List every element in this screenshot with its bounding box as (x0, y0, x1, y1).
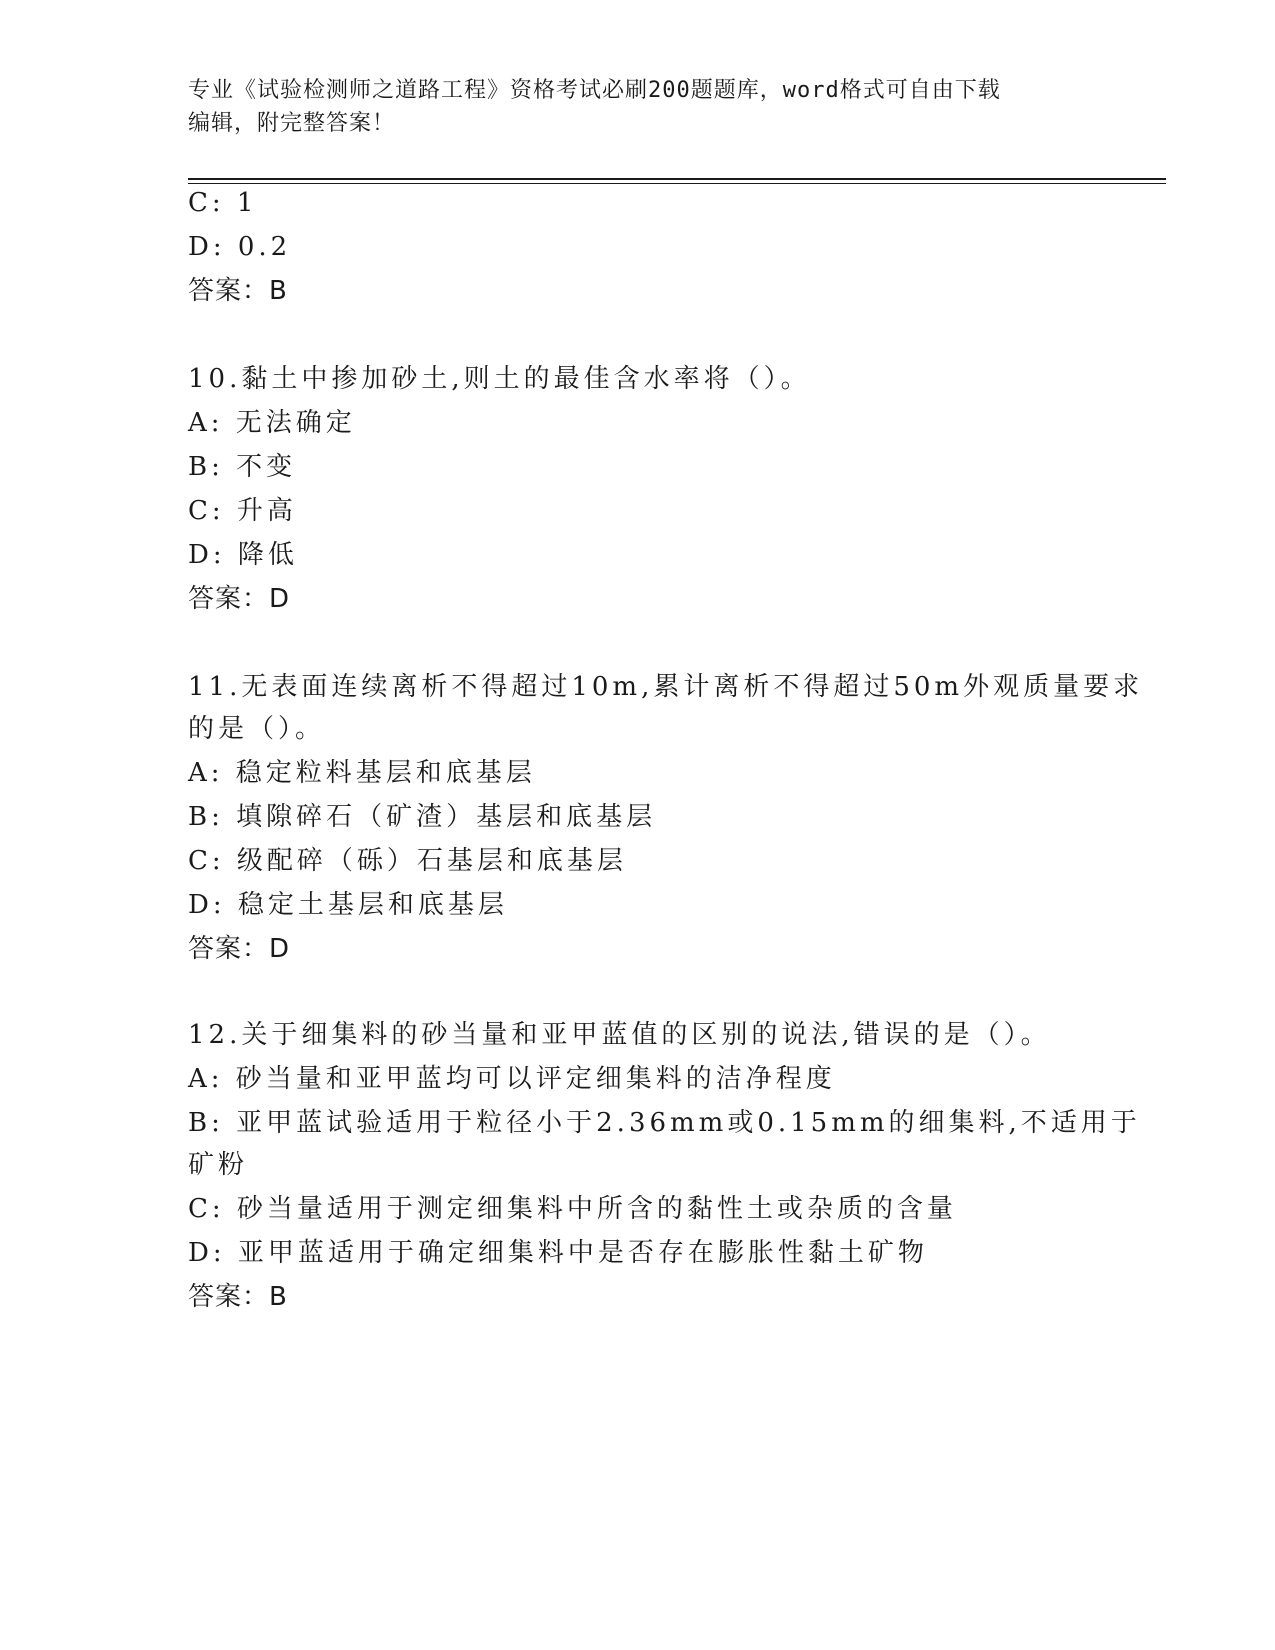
prev-option-d: D: 0.2 (188, 232, 292, 262)
question-10-answer: 答案：D (188, 584, 291, 614)
question-10-stem: 10.黏土中掺加砂土,则土的最佳含水率将（）。 (188, 364, 811, 394)
question-12-stem: 12.关于细集料的砂当量和亚甲蓝值的区别的说法,错误的是（）。 (188, 1020, 1051, 1050)
prev-option-c: C: 1 (188, 188, 258, 218)
question-12-option-b-line-1: B: 亚甲蓝试验适用于粒径小于2.36mm或0.15mm的细集料,不适用于 (188, 1108, 1141, 1138)
question-12-option-a: A: 砂当量和亚甲蓝均可以评定细集料的洁净程度 (188, 1064, 836, 1094)
question-11-option-c: C: 级配碎（砾）石基层和底基层 (188, 846, 627, 876)
question-11-option-d: D: 稳定土基层和底基层 (188, 890, 508, 920)
question-11-stem-line-1: 11.无表面连续离析不得超过10m,累计离析不得超过50m外观质量要求 (188, 672, 1144, 702)
header-rule-thick (188, 178, 1166, 180)
question-11-answer: 答案：D (188, 934, 291, 964)
question-12-option-b-line-2: 矿粉 (188, 1150, 249, 1180)
question-10-option-a: A: 无法确定 (188, 408, 356, 438)
question-12-option-d: D: 亚甲蓝适用于确定细集料中是否存在膨胀性黏土矿物 (188, 1238, 928, 1268)
question-10-option-c: C: 升高 (188, 496, 297, 526)
header-title-line-2: 编辑，附完整答案！ (188, 111, 396, 136)
header-rule-thin (188, 183, 1166, 184)
question-11-option-a: A: 稳定粒料基层和底基层 (188, 758, 536, 788)
question-11-option-b: B: 填隙碎石（矿渣）基层和底基层 (188, 802, 657, 832)
header-title-line-1: 专业《试验检测师之道路工程》资格考试必刷200题题库，word格式可自由下载 (188, 78, 1001, 103)
question-11-stem-line-2: 的是（）。 (188, 714, 326, 744)
question-10-option-d: D: 降低 (188, 540, 298, 570)
question-10-option-b: B: 不变 (188, 452, 297, 482)
prev-answer: 答案：B (188, 276, 288, 306)
question-12-option-c: C: 砂当量适用于测定细集料中所含的黏性土或杂质的含量 (188, 1194, 957, 1224)
question-12-answer: 答案：B (188, 1282, 288, 1312)
document-header (188, 74, 1088, 140)
